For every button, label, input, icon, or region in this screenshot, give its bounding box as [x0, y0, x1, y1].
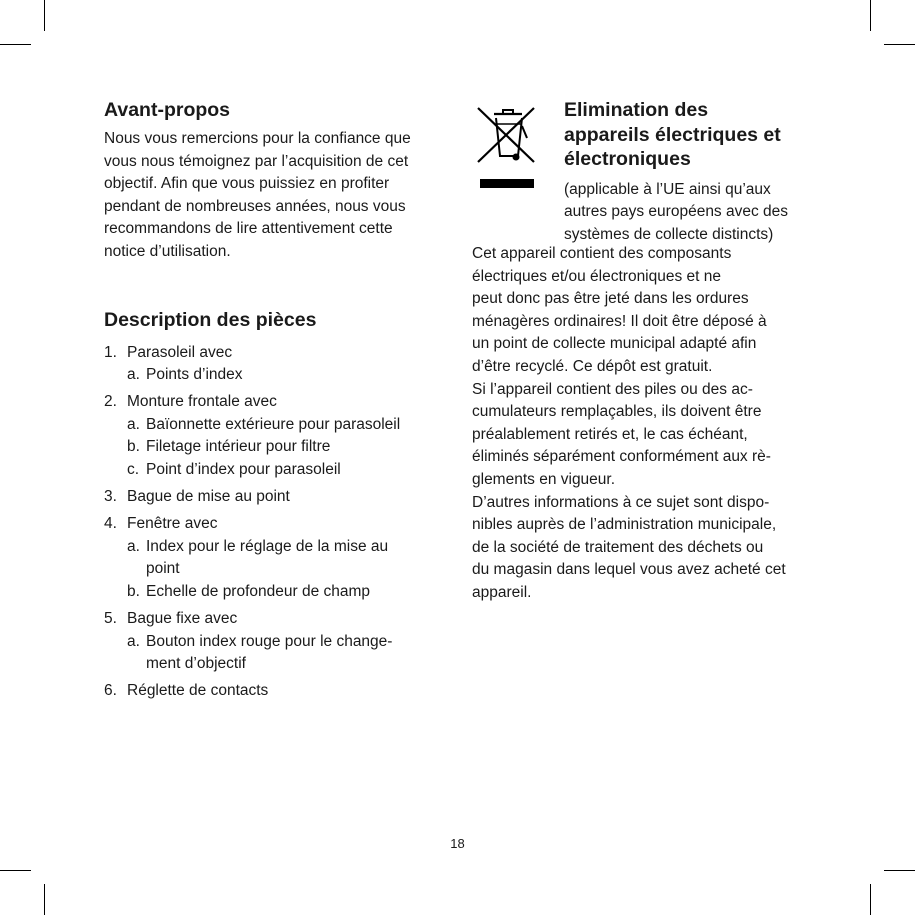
sub-item [127, 414, 449, 437]
text-line: ménagères ordinaires! Il doit être déposé à [472, 312, 767, 330]
crossed-out-wheelie-bin-icon [472, 100, 542, 192]
crop-mark [884, 44, 915, 45]
text-line: autres pays européens avec des [564, 203, 789, 221]
crop-mark [44, 0, 45, 31]
sub-item [127, 459, 449, 482]
text-line: systèmes de collecte distincts) [564, 225, 774, 243]
paragraph [472, 379, 817, 492]
text-line: pendant de nombreuses années, nous vous [104, 197, 406, 215]
left-column [104, 98, 449, 707]
parts-item [104, 342, 449, 387]
title-line: Elimination des [564, 99, 709, 121]
text-line: recommandons de lire attentivement cette [104, 220, 393, 238]
sub-letter: b. [127, 583, 140, 600]
text-line: Cet appareil contient des composants [472, 245, 732, 262]
crop-mark [884, 870, 915, 871]
sub-item [127, 364, 449, 387]
sub-label: Point d’index pour parasoleil [146, 461, 341, 479]
weee-note [564, 179, 819, 247]
weee-title [564, 98, 819, 172]
item-label: Parasoleil avec [127, 343, 233, 361]
sub-label: Points d’index [146, 366, 243, 384]
paragraph [472, 243, 817, 379]
sub-label: Index pour le réglage de la mise au [146, 537, 389, 555]
foreword-text [104, 128, 449, 264]
parts-item [104, 608, 449, 676]
crop-mark [870, 884, 871, 915]
crop-mark [0, 44, 31, 45]
text-line: objectif. Afin que vous puissiez en profiter [104, 175, 390, 193]
text-line: du magasin dans lequel vous avez acheté cet [472, 561, 786, 579]
parts-item [104, 513, 449, 603]
sub-item [127, 436, 449, 459]
item-label: Bague fixe avec [127, 610, 238, 628]
weee-section [472, 98, 817, 243]
text-line: (applicable à l’UE ainsi qu’aux [564, 180, 771, 198]
text-line: éliminés séparément conformément aux rè- [472, 448, 771, 466]
crop-mark [44, 884, 45, 915]
sub-letter: b. [127, 438, 140, 456]
item-label: Réglette de contacts [127, 682, 269, 700]
parts-item [104, 391, 449, 481]
paragraph [472, 492, 817, 605]
text-line: préalablement retirés et, le cas échéant, [472, 425, 748, 443]
text-line: Si l’appareil contient des piles ou des ac- [472, 380, 753, 398]
text-line: D’autres informations à ce sujet sont dispo- [472, 493, 770, 511]
disposal-text [472, 243, 817, 605]
sub-letter: a. [127, 415, 140, 433]
sub-letter: a. [127, 537, 140, 555]
item-number: 2. [104, 393, 117, 411]
text-line: Nous vous remercions pour la confiance que [104, 130, 411, 147]
sub-letter: c. [127, 461, 140, 479]
title-line: appareils électriques et [564, 123, 781, 146]
text-line: un point de collecte municipal adapté afin [472, 335, 757, 353]
text-line: d’être recyclé. Ce dépôt est gratuit. [472, 357, 713, 375]
parts-item [104, 486, 449, 509]
text-line: cumulateurs remplaçables, ils doivent être [472, 403, 762, 421]
page-number: 18 [450, 836, 465, 851]
item-number: 3. [104, 488, 117, 506]
sub-letter: a. [127, 366, 140, 384]
foreword-title: Avant-propos [104, 99, 231, 121]
item-label: Bague de mise au point [127, 488, 290, 506]
sub-item [127, 581, 449, 604]
sub-label: Baïonnette extérieure pour parasoleil [146, 415, 401, 433]
item-number: 4. [104, 515, 117, 533]
item-label: Fenêtre avec [127, 515, 218, 533]
crop-mark [0, 870, 31, 871]
title-line: électroniques [564, 148, 691, 170]
text-line: notice d’utilisation. [104, 242, 231, 260]
text-line: peut donc pas être jeté dans les ordures [472, 290, 749, 308]
item-number: 6. [104, 682, 117, 700]
text-line: glements en vigueur. [472, 470, 616, 488]
sub-label: Bouton index rouge pour le change- [146, 632, 393, 650]
text-line: appareil. [472, 583, 532, 601]
sub-item [127, 631, 449, 676]
parts-title: Description des pièces [104, 308, 317, 331]
sub-letter: a. [127, 632, 140, 650]
text-line: de la société de traitement des déchets ou [472, 538, 764, 556]
text-line: électriques et/ou électroniques et ne [472, 267, 722, 285]
sub-label-cont: point [146, 560, 180, 578]
sub-label: Echelle de profondeur de champ [146, 583, 371, 600]
sub-label-cont: ment d’objectif [146, 655, 246, 673]
text-line: nibles auprès de l’administration municipale, [472, 516, 777, 534]
sub-label: Filetage intérieur pour filtre [146, 438, 331, 456]
parts-list [104, 342, 449, 703]
text-line: vous nous témoignez par l’acquisition de cet [104, 152, 409, 170]
parts-item [104, 680, 449, 703]
item-number: 1. [104, 343, 117, 361]
crop-mark [870, 0, 871, 31]
weee-text [564, 98, 819, 262]
right-column [472, 98, 817, 605]
item-number: 5. [104, 610, 117, 628]
sub-item [127, 536, 449, 581]
item-label: Monture frontale avec [127, 393, 277, 411]
